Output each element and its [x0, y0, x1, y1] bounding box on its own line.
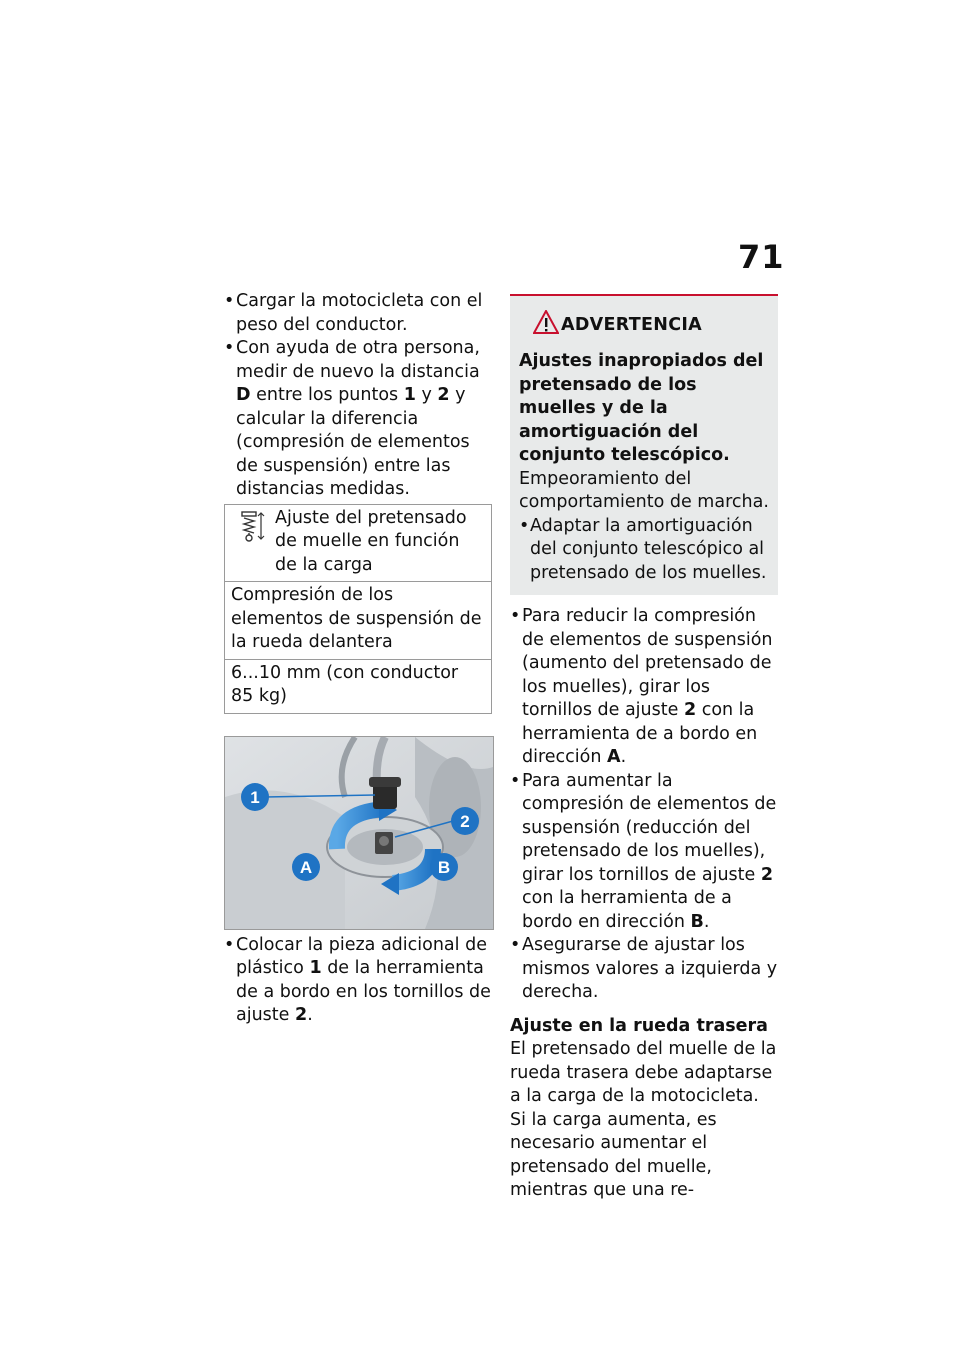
spec-table-label: Compresión de los elementos de suspensión de la rueda delantera [225, 581, 491, 659]
section-text: El pretensado del muelle de la rueda trasera debe adaptarse a la carga de la motocicleta. Si la carga aumenta, es necesario aumentar el pretensado del muelle, mientras que una re- [510, 1039, 777, 1200]
warning-text: Empeoramiento del comportamiento de marcha. [519, 468, 769, 512]
page-number: 71 [738, 238, 785, 276]
list-item: • Colocar la pieza adicional de plástico 1 de la herramienta de a bordo en los tornillos de ajuste 2. [224, 934, 491, 1025]
figure-label-b: B [437, 857, 451, 877]
list-item: • Cargar la motocicleta con el peso del conductor. [224, 291, 483, 335]
spec-table-header [225, 505, 491, 582]
list-item: • Para reducir la compresión de elementos de suspensión (aumento del pretensado de los muelles), girar los tornillos de ajuste 2 con la herramienta de a bordo en dirección A. [510, 606, 773, 767]
warning-bullet: • Adaptar la amortiguación del conjunto telescópico al pretensado de los muelles. [519, 515, 767, 583]
figure-label-a: A [299, 857, 313, 877]
spring-preload-icon [237, 511, 265, 543]
list-item: • Con ayuda de otra persona, medir de nuevo la distancia D entre los puntos 1 y 2 y calcular la diferencia (compresión de elementos de suspensión) entre las distancias medidas. [224, 338, 480, 499]
section-title: Ajuste en la rueda trasera [510, 1015, 768, 1036]
right-column [510, 294, 778, 1203]
list-item: • Asegurarse de ajustar los mismos valores a izquierda y derecha. [510, 935, 778, 1002]
fork-adjuster-figure [224, 736, 494, 930]
figure-label-2: 2 [460, 811, 470, 831]
warning-box [510, 294, 778, 595]
figure-label-1: 1 [250, 787, 260, 807]
warning-title: ADVERTENCIA [561, 315, 702, 335]
warning-heading: Ajustes inapropiados del pretensado de los muelles y de la amortiguación del conjunto telescópico. [519, 351, 764, 465]
spec-table [224, 504, 492, 714]
list-item: • Para aumentar la compresión de elementos de suspensión (reducción del pretensado de los muelles), girar los tornillos de ajuste 2 con la herramienta de a bordo en dirección B. [510, 770, 777, 932]
left-column [224, 290, 492, 1028]
spec-table-title: Ajuste del pretensado de muelle en función de la carga [275, 507, 467, 575]
warning-triangle-icon [533, 310, 559, 334]
spec-table-value: 6...10 mm (con conductor 85 kg) [225, 659, 491, 713]
fork-adjuster-illustration [225, 737, 493, 929]
